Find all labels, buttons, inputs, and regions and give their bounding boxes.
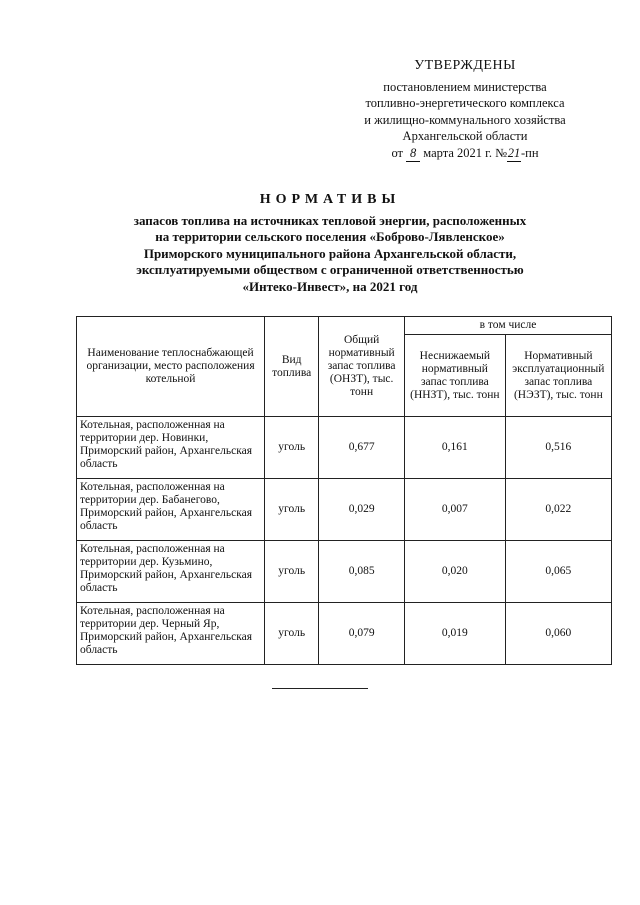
- table-row: [77, 417, 612, 479]
- closing-rule: [272, 688, 368, 689]
- cell-nezt: 0,022: [505, 479, 611, 541]
- cell-nnzt: 0,020: [405, 541, 506, 603]
- approval-line: и жилищно-коммунального хозяйства: [364, 112, 566, 127]
- norms-table: [76, 316, 612, 665]
- date-middle: марта 2021 г. №: [423, 145, 508, 160]
- table-row: [77, 479, 612, 541]
- cell-total: 0,085: [319, 541, 405, 603]
- approval-date-line: [330, 145, 600, 163]
- title-line: «Интеко-Инвест», на 2021 год: [242, 278, 418, 294]
- cell-total: 0,677: [319, 417, 405, 479]
- cell-org: Котельная, расположенная на территории дер. Бабанегово, Приморский район, Архангельская область: [77, 479, 265, 541]
- approval-block: [330, 58, 600, 162]
- cell-fuel: уголь: [265, 603, 319, 665]
- header-org: Наименование теплоснабжающей организации, место расположения котельной: [77, 317, 265, 417]
- cell-fuel: уголь: [265, 479, 319, 541]
- approval-line: Архангельской области: [402, 129, 528, 143]
- cell-org: Котельная, расположенная на территории дер. Черный Яр, Приморский район, Архангельская область: [77, 603, 265, 665]
- number-suffix: -пн: [521, 145, 539, 160]
- cell-org: Котельная, расположенная на территории дер. Кузьмино, Приморский район, Архангельская область: [77, 541, 265, 603]
- cell-total: 0,079: [319, 603, 405, 665]
- document-number: 21: [507, 145, 521, 163]
- title-line: эксплуатируемыми обществом с ограниченной ответственностью: [136, 262, 524, 277]
- header-including: в том числе: [405, 317, 612, 335]
- cell-nezt: 0,060: [505, 603, 611, 665]
- date-prefix: от: [391, 145, 403, 160]
- header-nezt: Нормативный эксплуатационный запас топлива (НЭЗТ), тыс. тонн: [505, 335, 611, 417]
- header-nnzt: Неснижаемый нормативный запас топлива (ННЗТ), тыс. тонн: [405, 335, 506, 417]
- title-line: запасов топлива на источниках тепловой энергии, расположенных: [133, 212, 527, 228]
- title-line: на территории сельского поселения «Боброво-Лявленское»: [155, 229, 505, 244]
- table-row: [77, 541, 612, 603]
- cell-nnzt: 0,019: [405, 603, 506, 665]
- cell-fuel: уголь: [265, 541, 319, 603]
- approval-line: постановлением министерства: [383, 79, 547, 94]
- cell-fuel: уголь: [265, 417, 319, 479]
- cell-nnzt: 0,161: [405, 417, 506, 479]
- document-title: [80, 192, 580, 295]
- cell-nezt: 0,065: [505, 541, 611, 603]
- approval-line: топливно-энергетического комплекса: [365, 96, 565, 110]
- header-fuel: Вид топлива: [265, 317, 319, 417]
- table-row: [77, 603, 612, 665]
- cell-total: 0,029: [319, 479, 405, 541]
- cell-nnzt: 0,007: [405, 479, 506, 541]
- approval-heading: УТВЕРЖДЕНЫ: [414, 58, 516, 73]
- title-line: Приморского муниципального района Архангельской области,: [143, 245, 517, 261]
- cell-org: Котельная, расположенная на территории дер. Новинки, Приморский район, Архангельская область: [77, 417, 265, 479]
- date-day: 8: [406, 145, 420, 163]
- title-heading: НОРМАТИВЫ: [259, 192, 401, 207]
- header-total: Общий нормативный запас топлива (ОНЗТ), тыс. тонн: [319, 317, 405, 417]
- cell-nezt: 0,516: [505, 417, 611, 479]
